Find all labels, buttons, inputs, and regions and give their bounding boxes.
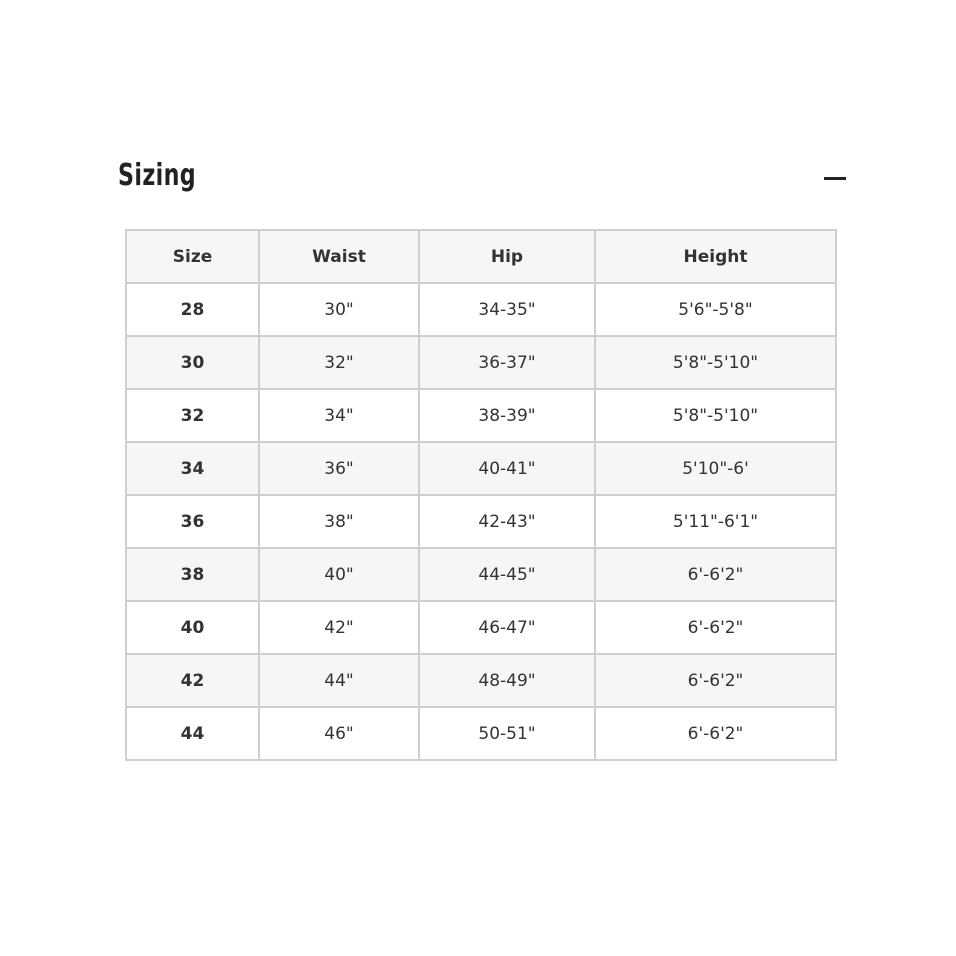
hip-cell: 34-35" [419, 283, 595, 336]
waist-cell: 30" [259, 283, 419, 336]
height-cell: 5'10"-6' [595, 442, 836, 495]
hip-cell: 42-43" [419, 495, 595, 548]
waist-cell: 38" [259, 495, 419, 548]
waist-cell: 46" [259, 707, 419, 760]
hip-cell: 46-47" [419, 601, 595, 654]
height-cell: 6'-6'2" [595, 707, 836, 760]
header-size: Size [126, 230, 259, 283]
table-row [126, 707, 836, 760]
height-cell: 6'-6'2" [595, 548, 836, 601]
section-title: Sizing [118, 158, 197, 193]
hip-cell: 38-39" [419, 389, 595, 442]
waist-cell: 34" [259, 389, 419, 442]
hip-cell: 48-49" [419, 654, 595, 707]
size-cell: 34 [126, 442, 259, 495]
hip-cell: 40-41" [419, 442, 595, 495]
table-header-row [126, 230, 836, 283]
size-cell: 36 [126, 495, 259, 548]
table-row [126, 283, 836, 336]
size-cell: 44 [126, 707, 259, 760]
table-row [126, 548, 836, 601]
height-cell: 5'8"-5'10" [595, 336, 836, 389]
height-cell: 6'-6'2" [595, 654, 836, 707]
table-row [126, 336, 836, 389]
hip-cell: 36-37" [419, 336, 595, 389]
waist-cell: 42" [259, 601, 419, 654]
table-row [126, 389, 836, 442]
size-chart-table [125, 229, 837, 761]
hip-cell: 50-51" [419, 707, 595, 760]
height-cell: 5'11"-6'1" [595, 495, 836, 548]
header-hip: Hip [419, 230, 595, 283]
header-waist: Waist [259, 230, 419, 283]
waist-cell: 44" [259, 654, 419, 707]
size-cell: 28 [126, 283, 259, 336]
waist-cell: 36" [259, 442, 419, 495]
height-cell: 6'-6'2" [595, 601, 836, 654]
size-cell: 38 [126, 548, 259, 601]
hip-cell: 44-45" [419, 548, 595, 601]
collapse-toggle-button[interactable] [818, 162, 852, 192]
size-cell: 40 [126, 601, 259, 654]
table-row [126, 601, 836, 654]
size-cell: 32 [126, 389, 259, 442]
waist-cell: 40" [259, 548, 419, 601]
height-cell: 5'8"-5'10" [595, 389, 836, 442]
table-row [126, 654, 836, 707]
size-cell: 42 [126, 654, 259, 707]
minus-icon [824, 177, 846, 180]
table-row [126, 495, 836, 548]
table-row [126, 442, 836, 495]
height-cell: 5'6"-5'8" [595, 283, 836, 336]
header-height: Height [595, 230, 836, 283]
size-cell: 30 [126, 336, 259, 389]
waist-cell: 32" [259, 336, 419, 389]
